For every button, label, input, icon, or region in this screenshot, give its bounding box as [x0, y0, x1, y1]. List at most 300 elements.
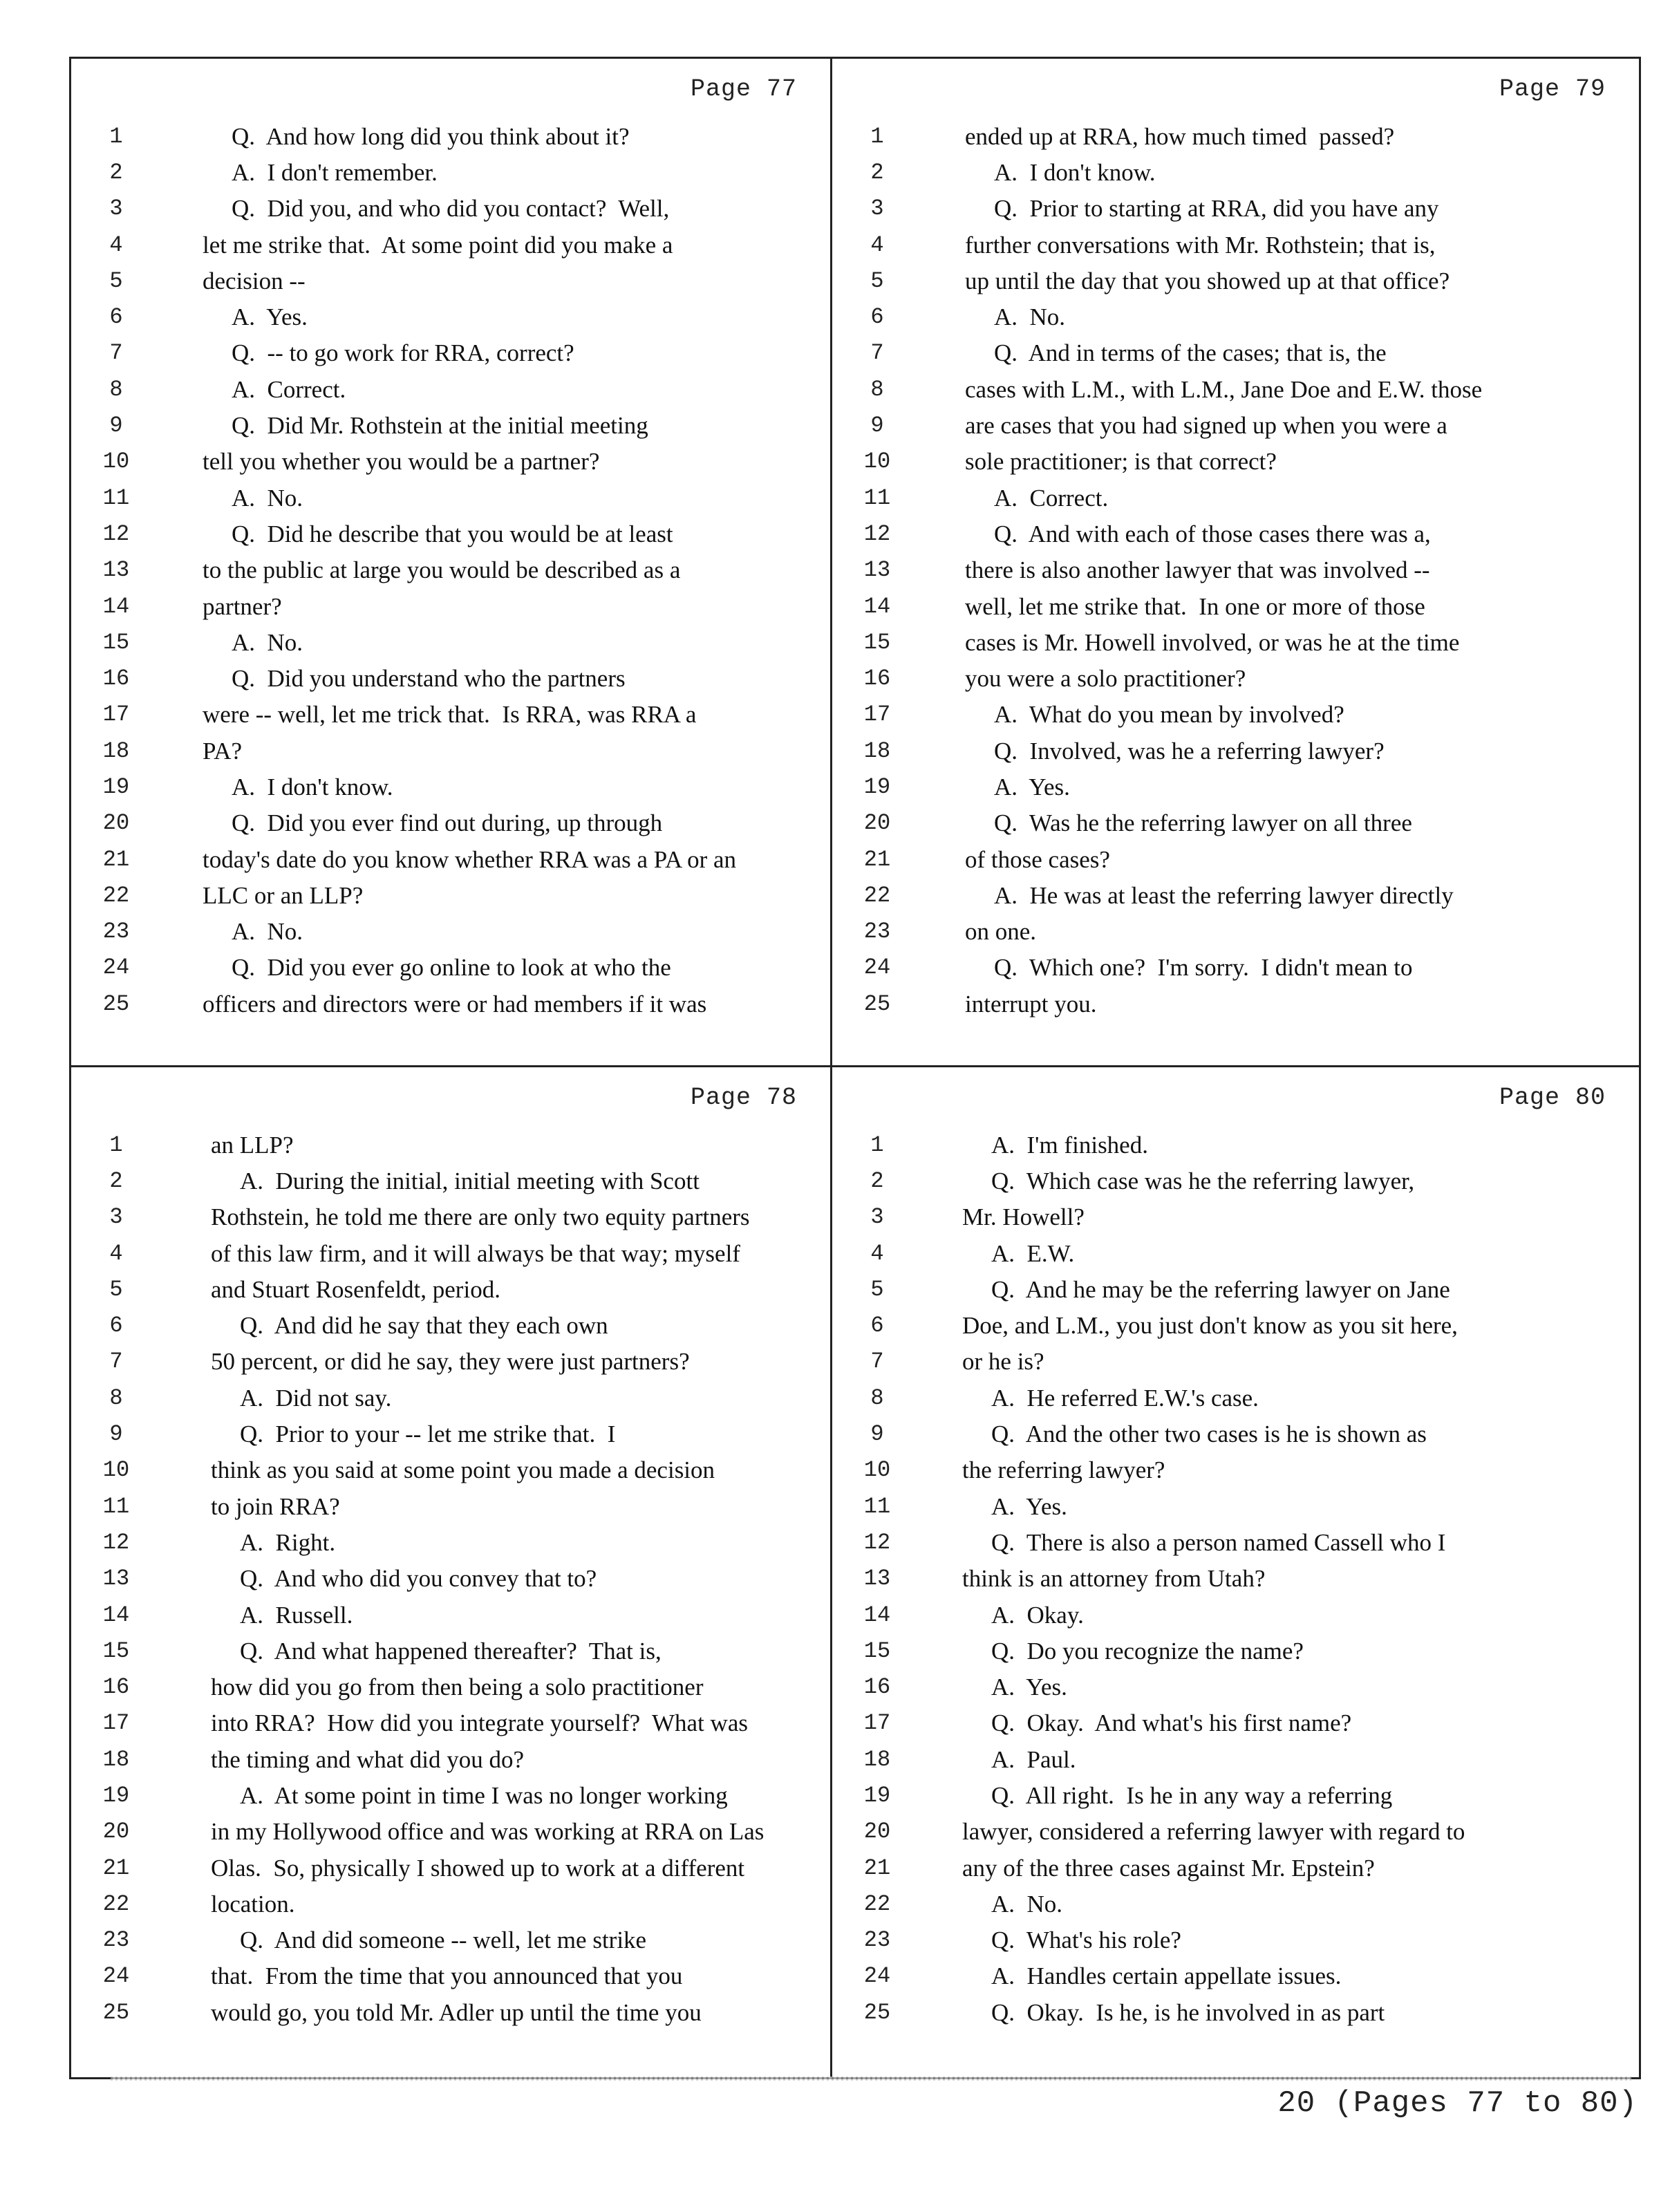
transcript-lines	[71, 1127, 816, 2030]
line-number: 10	[863, 449, 891, 475]
line-text: A. Okay.	[991, 1601, 1084, 1629]
transcript-line	[832, 154, 1625, 190]
transcript-line	[832, 1307, 1625, 1343]
transcript-line	[71, 1307, 816, 1343]
line-text: A. Yes.	[232, 303, 308, 331]
line-text: of those cases?	[965, 845, 1110, 873]
transcript-line	[71, 191, 816, 227]
transcript-line	[832, 552, 1625, 588]
line-text: into RRA? How did you integrate yourself? What was	[211, 1709, 748, 1737]
line-number: 13	[102, 557, 130, 583]
transcript-line	[832, 660, 1625, 696]
line-text: A. No.	[994, 303, 1066, 331]
line-number: 25	[102, 991, 130, 1017]
line-text: Q. And did he say that they each own	[240, 1312, 608, 1340]
transcript-line	[832, 877, 1625, 913]
line-number: 13	[102, 1566, 130, 1592]
line-text: A. Right.	[240, 1528, 336, 1556]
line-number: 23	[102, 1927, 130, 1953]
line-number: 23	[863, 1927, 891, 1953]
line-text: today's date do you know whether RRA was a PA or an	[203, 845, 737, 873]
transcript-line	[71, 1633, 816, 1669]
line-number: 17	[102, 1710, 130, 1736]
line-text: A. No.	[232, 628, 303, 656]
line-number: 14	[102, 1602, 130, 1628]
line-text: tell you whether you would be a partner?	[203, 448, 600, 476]
transcript-line	[832, 914, 1625, 950]
line-number: 22	[863, 1891, 891, 1917]
transcript-line	[71, 371, 816, 407]
transcript-line	[832, 1886, 1625, 1922]
transcript-line	[832, 1163, 1625, 1199]
line-number: 22	[102, 1891, 130, 1917]
transcript-line	[71, 733, 816, 769]
line-number: 9	[109, 1421, 123, 1447]
line-number: 4	[870, 232, 884, 258]
line-text: A. He referred E.W.'s case.	[991, 1384, 1259, 1412]
panel-page-79	[832, 59, 1639, 1065]
line-text: Q. Did you ever find out during, up through	[232, 809, 663, 837]
page-label: Page 78	[690, 1084, 797, 1112]
transcript-line	[832, 986, 1625, 1022]
transcript-line	[71, 263, 816, 299]
line-text: are cases that you had signed up when you were a	[965, 412, 1447, 440]
page-label: Page 80	[1499, 1084, 1606, 1112]
transcript-line	[832, 769, 1625, 805]
transcript-line	[71, 1669, 816, 1705]
transcript-line	[71, 1163, 816, 1199]
transcript-line	[832, 588, 1625, 624]
line-number: 14	[863, 593, 891, 619]
line-number: 20	[863, 1819, 891, 1845]
line-text: A. Yes.	[991, 1492, 1067, 1520]
page-label: Page 77	[690, 75, 797, 103]
transcript-line	[71, 516, 816, 552]
line-number: 9	[870, 1421, 884, 1447]
line-text: the referring lawyer?	[962, 1456, 1165, 1484]
line-text: A. I don't know.	[232, 773, 393, 800]
line-number: 12	[863, 1529, 891, 1555]
line-number: 19	[102, 774, 130, 800]
page-footer: 20 (Pages 77 to 80)	[1277, 2086, 1638, 2121]
line-text: up until the day that you showed up at that office?	[965, 267, 1450, 294]
line-text: in my Hollywood office and was working at RRA on Las	[211, 1818, 765, 1846]
transcript-line	[832, 841, 1625, 877]
line-text: think as you said at some point you made a decision	[211, 1456, 715, 1484]
transcript-line	[71, 1199, 816, 1235]
transcript-line	[832, 1271, 1625, 1307]
line-text: A. Paul.	[991, 1745, 1076, 1773]
transcript-line	[832, 1994, 1625, 2030]
transcript-line	[832, 1741, 1625, 1777]
line-text: on one.	[965, 918, 1037, 946]
transcript-line	[832, 118, 1625, 154]
line-number: 21	[863, 1855, 891, 1881]
line-number: 16	[102, 1674, 130, 1700]
line-text: Q. All right. Is he in any way a referring	[991, 1781, 1393, 1809]
line-number: 22	[863, 882, 891, 908]
transcript-line	[71, 552, 816, 588]
line-text: Q. Okay. And what's his first name?	[991, 1709, 1352, 1737]
line-number: 19	[102, 1782, 130, 1808]
line-number: 18	[102, 738, 130, 764]
transcript-line	[71, 805, 816, 841]
transcript-line	[832, 480, 1625, 516]
transcript-line	[832, 1380, 1625, 1416]
line-number: 20	[102, 810, 130, 836]
transcript-line	[71, 1850, 816, 1886]
line-number: 6	[109, 304, 123, 330]
transcript-line	[71, 841, 816, 877]
line-number: 21	[863, 846, 891, 872]
line-text: were -- well, let me trick that. Is RRA, was RRA a	[203, 701, 697, 729]
line-number: 8	[870, 376, 884, 402]
line-number: 11	[102, 485, 130, 511]
transcript-line	[71, 1235, 816, 1271]
line-text: Q. Involved, was he a referring lawyer?	[994, 737, 1385, 765]
line-number: 11	[863, 1493, 891, 1519]
line-text: to join RRA?	[211, 1492, 340, 1520]
line-number: 15	[863, 1638, 891, 1664]
transcript-line	[71, 1524, 816, 1560]
line-number: 6	[870, 1313, 884, 1339]
line-number: 4	[109, 232, 123, 258]
line-number: 24	[102, 955, 130, 981]
line-number: 7	[109, 340, 123, 366]
line-number: 4	[109, 1240, 123, 1266]
line-number: 25	[102, 1999, 130, 2025]
transcript-line	[832, 1199, 1625, 1235]
line-text: an LLP?	[211, 1131, 294, 1159]
transcript-line	[832, 1850, 1625, 1886]
page-label: Page 79	[1499, 75, 1606, 103]
line-number: 3	[870, 1204, 884, 1230]
line-number: 10	[102, 449, 130, 475]
line-text: cases with L.M., with L.M., Jane Doe and E.W. those	[965, 375, 1483, 403]
transcript-line	[71, 1597, 816, 1633]
line-number: 21	[102, 846, 130, 872]
line-number: 25	[863, 991, 891, 1017]
transcript-line	[832, 1633, 1625, 1669]
line-number: 12	[102, 521, 130, 547]
line-number: 2	[870, 1168, 884, 1194]
transcript-line	[832, 733, 1625, 769]
line-number: 18	[863, 738, 891, 764]
line-text: well, let me strike that. In one or more of those	[965, 592, 1425, 620]
line-text: A. Handles certain appellate issues.	[991, 1962, 1342, 1990]
transcript-line	[71, 769, 816, 805]
line-text: would go, you told Mr. Adler up until the time you	[211, 1998, 702, 2026]
line-text: location.	[211, 1890, 295, 1918]
line-number: 8	[109, 1385, 123, 1411]
transcript-line	[832, 1416, 1625, 1452]
line-number: 15	[102, 629, 130, 655]
line-text: Q. And what happened thereafter? That is,	[240, 1637, 662, 1665]
line-text: there is also another lawyer that was involved --	[965, 556, 1430, 584]
line-text: Q. Was he the referring lawyer on all three	[994, 809, 1412, 837]
line-number: 5	[109, 268, 123, 294]
line-number: 17	[102, 702, 130, 728]
line-number: 11	[863, 485, 891, 511]
line-number: 9	[109, 413, 123, 439]
line-text: Q. Which case was he the referring lawyer,	[991, 1167, 1415, 1194]
line-number: 7	[870, 340, 884, 366]
transcript-line	[832, 1344, 1625, 1380]
transcript-line	[71, 227, 816, 263]
line-number: 24	[102, 1963, 130, 1989]
transcript-line	[71, 950, 816, 986]
line-text: Q. Did you understand who the partners	[232, 665, 626, 693]
transcript-line	[71, 624, 816, 660]
line-text: or he is?	[962, 1348, 1044, 1376]
line-text: A. No.	[232, 484, 303, 512]
line-number: 20	[863, 810, 891, 836]
line-number: 2	[870, 159, 884, 185]
line-text: Q. -- to go work for RRA, correct?	[232, 339, 574, 367]
transcript-line	[832, 1597, 1625, 1633]
line-number: 17	[863, 702, 891, 728]
line-text: Q. And in terms of the cases; that is, the	[994, 339, 1387, 367]
transcript-line	[832, 1127, 1625, 1163]
line-number: 1	[870, 1132, 884, 1158]
transcript-line	[71, 1271, 816, 1307]
transcript-line	[832, 1524, 1625, 1560]
transcript-line	[71, 299, 816, 335]
line-text: A. Correct.	[994, 484, 1109, 512]
transcript-line	[71, 1922, 816, 1958]
line-number: 24	[863, 955, 891, 981]
transcript-line	[71, 1958, 816, 1994]
line-number: 6	[870, 304, 884, 330]
line-number: 9	[870, 413, 884, 439]
line-text: A. I'm finished.	[991, 1131, 1148, 1159]
transcript-line	[71, 660, 816, 696]
transcript-line	[71, 407, 816, 443]
line-text: how did you go from then being a solo practitioner	[211, 1674, 704, 1701]
line-text: Q. There is also a person named Cassell who I	[991, 1528, 1446, 1556]
line-text: A. Russell.	[240, 1601, 353, 1629]
transcript-line	[832, 1488, 1625, 1524]
transcript-lines	[832, 1127, 1625, 2030]
transcript-line	[71, 335, 816, 371]
line-number: 10	[863, 1457, 891, 1483]
line-text: the timing and what did you do?	[211, 1745, 524, 1773]
transcript-line	[832, 1561, 1625, 1597]
line-text: Mr. Howell?	[962, 1203, 1085, 1231]
line-number: 8	[870, 1385, 884, 1411]
line-text: Q. Do you recognize the name?	[991, 1637, 1304, 1665]
line-text: Q. What's his role?	[991, 1927, 1181, 1954]
line-text: Olas. So, physically I showed up to work at a different	[211, 1854, 745, 1882]
transcript-line	[71, 1561, 816, 1597]
line-number: 16	[863, 666, 891, 692]
line-text: that. From the time that you announced that you	[211, 1962, 683, 1990]
line-number: 1	[870, 123, 884, 149]
line-text: ended up at RRA, how much timed passed?	[965, 122, 1395, 150]
line-number: 5	[870, 1276, 884, 1302]
line-number: 15	[863, 629, 891, 655]
transcript-line	[71, 1814, 816, 1850]
line-number: 3	[870, 196, 884, 222]
line-number: 3	[109, 1204, 123, 1230]
transcript-line	[71, 1344, 816, 1380]
line-text: let me strike that. At some point did you make a	[203, 231, 673, 259]
line-number: 7	[109, 1349, 123, 1375]
line-text: Q. Which one? I'm sorry. I didn't mean to	[994, 954, 1413, 982]
line-text: and Stuart Rosenfeldt, period.	[211, 1275, 500, 1303]
transcript-line	[832, 1922, 1625, 1958]
line-number: 5	[870, 268, 884, 294]
transcript-line	[832, 1777, 1625, 1813]
transcript-line	[832, 624, 1625, 660]
line-number: 1	[109, 123, 123, 149]
transcript-line	[832, 1452, 1625, 1488]
line-text: 50 percent, or did he say, they were just partners?	[211, 1348, 690, 1376]
line-text: sole practitioner; is that correct?	[965, 448, 1277, 476]
line-text: Q. Did you ever go online to look at who the	[232, 954, 671, 982]
line-text: A. Yes.	[994, 773, 1070, 800]
line-number: 3	[109, 196, 123, 222]
transcript-line	[832, 263, 1625, 299]
line-text: Q. And with each of those cases there was a,	[994, 520, 1431, 547]
transcript-line	[71, 588, 816, 624]
line-number: 16	[863, 1674, 891, 1700]
line-text: of this law firm, and it will always be that way; myself	[211, 1239, 740, 1267]
transcript-line	[832, 1669, 1625, 1705]
line-number: 19	[863, 774, 891, 800]
line-text: further conversations with Mr. Rothstein; that is,	[965, 231, 1436, 259]
line-number: 21	[102, 1855, 130, 1881]
line-number: 22	[102, 882, 130, 908]
line-number: 8	[109, 376, 123, 402]
line-number: 13	[863, 1566, 891, 1592]
transcript-line	[71, 1741, 816, 1777]
line-text: PA?	[203, 737, 243, 765]
transcript-line	[71, 1380, 816, 1416]
transcript-line	[71, 118, 816, 154]
panel-page-80	[832, 1067, 1639, 2074]
line-number: 16	[102, 666, 130, 692]
line-number: 10	[102, 1457, 130, 1483]
line-text: Q. Okay. Is he, is he involved in as part	[991, 1998, 1385, 2026]
line-number: 6	[109, 1313, 123, 1339]
transcript-lines	[832, 118, 1625, 1022]
transcript-line	[832, 697, 1625, 733]
transcript-line	[71, 1886, 816, 1922]
line-number: 12	[863, 521, 891, 547]
line-text: Doe, and L.M., you just don't know as you sit here,	[962, 1312, 1458, 1340]
line-text: A. What do you mean by involved?	[994, 701, 1344, 729]
line-number: 5	[109, 1276, 123, 1302]
line-text: A. At some point in time I was no longer working	[240, 1781, 728, 1809]
scan-edge	[111, 2077, 1631, 2081]
line-text: lawyer, considered a referring lawyer with regard to	[962, 1818, 1465, 1846]
transcript-line	[71, 1452, 816, 1488]
line-text: Q. Prior to your -- let me strike that. I	[240, 1421, 616, 1448]
line-text: any of the three cases against Mr. Epstein?	[962, 1854, 1375, 1882]
line-text: Q. And who did you convey that to?	[240, 1565, 597, 1593]
line-number: 23	[102, 919, 130, 945]
line-number: 25	[863, 1999, 891, 2025]
transcript-line	[832, 805, 1625, 841]
line-text: to the public at large you would be described as a	[203, 556, 681, 584]
line-number: 2	[109, 1168, 123, 1194]
transcript-line	[71, 1127, 816, 1163]
line-number: 19	[863, 1782, 891, 1808]
transcript-line	[71, 1777, 816, 1813]
transcript-line	[832, 1814, 1625, 1850]
line-text: decision --	[203, 267, 306, 294]
line-number: 4	[870, 1240, 884, 1266]
line-text: partner?	[203, 592, 282, 620]
transcript-line	[832, 335, 1625, 371]
line-text: A. Correct.	[232, 375, 346, 403]
transcript-line	[71, 1416, 816, 1452]
transcript-line	[71, 1488, 816, 1524]
transcript-line	[832, 950, 1625, 986]
line-text: think is an attorney from Utah?	[962, 1565, 1266, 1593]
transcript-line	[832, 1705, 1625, 1741]
panel-page-77	[71, 59, 830, 1065]
line-text: Rothstein, he told me there are only two equity partners	[211, 1203, 750, 1231]
line-number: 1	[109, 1132, 123, 1158]
line-number: 15	[102, 1638, 130, 1664]
transcript-line	[71, 1705, 816, 1741]
line-text: Q. And the other two cases is he is shown as	[991, 1421, 1427, 1448]
line-text: A. Yes.	[991, 1674, 1067, 1701]
line-text: Q. And how long did you think about it?	[232, 122, 630, 150]
transcript-line	[832, 191, 1625, 227]
line-number: 11	[102, 1493, 130, 1519]
transcript-line	[71, 986, 816, 1022]
transcript-line	[832, 444, 1625, 480]
transcript-line	[71, 914, 816, 950]
line-text: A. Did not say.	[240, 1384, 392, 1412]
line-text: A. E.W.	[991, 1239, 1075, 1267]
line-text: A. During the initial, initial meeting with Scott	[240, 1167, 700, 1194]
line-number: 20	[102, 1819, 130, 1845]
line-text: officers and directors were or had members if it was	[203, 990, 707, 1018]
line-text: you were a solo practitioner?	[965, 665, 1246, 693]
line-text: interrupt you.	[965, 990, 1097, 1018]
transcript-line	[71, 444, 816, 480]
line-number: 18	[102, 1746, 130, 1772]
line-text: Q. And he may be the referring lawyer on Jane	[991, 1275, 1450, 1303]
line-number: 12	[102, 1529, 130, 1555]
line-number: 14	[102, 593, 130, 619]
line-text: Q. Did he describe that you would be at least	[232, 520, 673, 547]
line-text: A. I don't know.	[994, 158, 1156, 186]
transcript-line	[71, 877, 816, 913]
line-number: 18	[863, 1746, 891, 1772]
line-text: A. I don't remember.	[232, 158, 438, 186]
line-number: 2	[109, 159, 123, 185]
line-number: 17	[863, 1710, 891, 1736]
line-number: 23	[863, 919, 891, 945]
line-number: 24	[863, 1963, 891, 1989]
transcript-line	[832, 1235, 1625, 1271]
transcript-line	[832, 299, 1625, 335]
transcript-line	[832, 1958, 1625, 1994]
line-number: 7	[870, 1349, 884, 1375]
transcript-line	[832, 407, 1625, 443]
line-text: Q. Did you, and who did you contact? Well,	[232, 195, 670, 223]
line-text: Q. Did Mr. Rothstein at the initial meeting	[232, 412, 648, 440]
transcript-line	[832, 371, 1625, 407]
transcript-lines	[71, 118, 816, 1022]
line-text: A. No.	[232, 918, 303, 946]
transcript-line	[71, 480, 816, 516]
